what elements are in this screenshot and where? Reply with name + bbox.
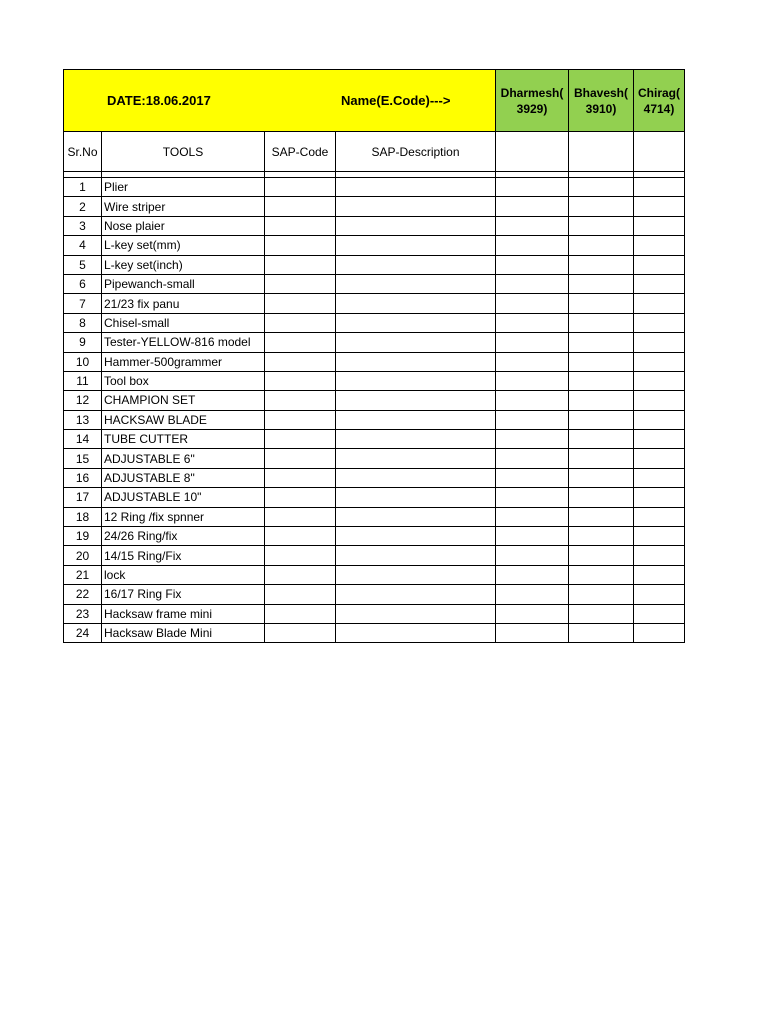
cell-srno[interactable]: 12 <box>64 391 102 410</box>
cell-sap-code[interactable] <box>265 527 336 546</box>
cell-tool[interactable]: Plier <box>102 178 265 197</box>
table-row <box>64 585 685 604</box>
column-header-row <box>64 132 685 172</box>
cell-sap-description[interactable] <box>336 449 496 468</box>
cell-person-1[interactable] <box>496 216 569 235</box>
table-row <box>64 197 685 216</box>
cell-person-2[interactable] <box>569 178 634 197</box>
cell-tool[interactable]: Hammer-500grammer <box>102 352 265 371</box>
cell-person-3[interactable] <box>634 216 685 235</box>
table-row <box>64 604 685 623</box>
cell-srno[interactable]: 8 <box>64 313 102 332</box>
cell-person-3[interactable] <box>634 449 685 468</box>
tools-sheet <box>63 69 685 643</box>
cell-tool[interactable]: HACKSAW BLADE <box>102 410 265 429</box>
cell-person-1[interactable] <box>496 488 569 507</box>
cell-sap-code[interactable] <box>265 468 336 487</box>
cell-tool[interactable]: L-key set(mm) <box>102 236 265 255</box>
cell-person-2[interactable] <box>569 274 634 293</box>
cell-sap-code[interactable] <box>265 410 336 429</box>
cell-tool[interactable]: Tester-YELLOW-816 model <box>102 333 265 352</box>
cell-person-2[interactable] <box>569 255 634 274</box>
cell-person-2[interactable] <box>569 294 634 313</box>
cell-person-3[interactable] <box>634 468 685 487</box>
cell-person-1[interactable] <box>496 294 569 313</box>
cell-sap-description[interactable] <box>336 623 496 642</box>
cell-person-3[interactable] <box>634 371 685 390</box>
cell-person-3[interactable] <box>634 623 685 642</box>
cell-tool[interactable]: Hacksaw Blade Mini <box>102 623 265 642</box>
table-row <box>64 507 685 526</box>
column-header-blank[interactable] <box>496 132 569 172</box>
table-row <box>64 236 685 255</box>
cell-person-3[interactable] <box>634 604 685 623</box>
cell-person-1[interactable] <box>496 333 569 352</box>
table-row <box>64 430 685 449</box>
cell-srno[interactable]: 4 <box>64 236 102 255</box>
cell-tool[interactable]: Wire striper <box>102 197 265 216</box>
cell-person-1[interactable] <box>496 623 569 642</box>
cell-sap-code[interactable] <box>265 216 336 235</box>
cell-person-3[interactable] <box>634 507 685 526</box>
cell-srno[interactable]: 14 <box>64 430 102 449</box>
cell-person-2[interactable] <box>569 216 634 235</box>
cell-sap-code[interactable] <box>265 352 336 371</box>
cell-sap-description[interactable] <box>336 604 496 623</box>
column-header-sap-code[interactable]: SAP-Code <box>265 132 336 172</box>
cell-tool[interactable]: ADJUSTABLE 8" <box>102 468 265 487</box>
person-cell-chirag[interactable]: Chirag( 4714) <box>634 70 685 132</box>
cell-sap-description[interactable] <box>336 527 496 546</box>
cell-person-1[interactable] <box>496 585 569 604</box>
cell-srno[interactable]: 22 <box>64 585 102 604</box>
cell-person-3[interactable] <box>634 236 685 255</box>
cell-sap-code[interactable] <box>265 488 336 507</box>
table-row <box>64 178 685 197</box>
person-cell-bhavesh[interactable]: Bhavesh( 3910) <box>569 70 634 132</box>
cell-tool[interactable]: Tool box <box>102 371 265 390</box>
table-row <box>64 546 685 565</box>
cell-person-2[interactable] <box>569 430 634 449</box>
cell-srno[interactable]: 19 <box>64 527 102 546</box>
cell-sap-description[interactable] <box>336 178 496 197</box>
cell-person-2[interactable] <box>569 546 634 565</box>
cell-srno[interactable]: 9 <box>64 333 102 352</box>
cell-tool[interactable]: TUBE CUTTER <box>102 430 265 449</box>
cell-person-1[interactable] <box>496 449 569 468</box>
column-header-blank[interactable] <box>634 132 685 172</box>
cell-srno[interactable]: 24 <box>64 623 102 642</box>
cell-person-1[interactable] <box>496 255 569 274</box>
table-row <box>64 391 685 410</box>
cell-tool[interactable]: lock <box>102 565 265 584</box>
cell-sap-description[interactable] <box>336 410 496 429</box>
cell-sap-description[interactable] <box>336 274 496 293</box>
table-row <box>64 352 685 371</box>
cell-tool[interactable]: Chisel-small <box>102 313 265 332</box>
cell-sap-code[interactable] <box>265 236 336 255</box>
cell-sap-code[interactable] <box>265 585 336 604</box>
cell-person-1[interactable] <box>496 604 569 623</box>
cell-person-1[interactable] <box>496 565 569 584</box>
cell-sap-code[interactable] <box>265 313 336 332</box>
cell-srno[interactable]: 21 <box>64 565 102 584</box>
cell-sap-description[interactable] <box>336 585 496 604</box>
cell-sap-code[interactable] <box>265 294 336 313</box>
cell-person-2[interactable] <box>569 527 634 546</box>
cell-sap-description[interactable] <box>336 313 496 332</box>
table-row <box>64 488 685 507</box>
cell-srno[interactable]: 18 <box>64 507 102 526</box>
cell-tool[interactable]: 24/26 Ring/fix <box>102 527 265 546</box>
cell-person-2[interactable] <box>569 488 634 507</box>
cell-sap-code[interactable] <box>265 197 336 216</box>
cell-tool[interactable]: Nose plaier <box>102 216 265 235</box>
cell-srno[interactable]: 16 <box>64 468 102 487</box>
cell-tool[interactable]: L-key set(inch) <box>102 255 265 274</box>
cell-tool[interactable]: 21/23 fix panu <box>102 294 265 313</box>
cell-person-3[interactable] <box>634 274 685 293</box>
cell-person-2[interactable] <box>569 604 634 623</box>
cell-person-3[interactable] <box>634 333 685 352</box>
cell-person-1[interactable] <box>496 313 569 332</box>
cell-sap-description[interactable] <box>336 371 496 390</box>
column-header-srno[interactable]: Sr.No <box>64 132 102 172</box>
cell-sap-description[interactable] <box>336 255 496 274</box>
cell-srno[interactable]: 5 <box>64 255 102 274</box>
cell-sap-code[interactable] <box>265 546 336 565</box>
cell-person-2[interactable] <box>569 507 634 526</box>
date-label: DATE:18.06.2017 <box>107 92 211 108</box>
column-header-sap-description[interactable]: SAP-Description <box>336 132 496 172</box>
table-row <box>64 313 685 332</box>
cell-sap-code[interactable] <box>265 604 336 623</box>
cell-person-3[interactable] <box>634 527 685 546</box>
cell-sap-description[interactable] <box>336 488 496 507</box>
cell-person-1[interactable] <box>496 274 569 293</box>
cell-person-2[interactable] <box>569 468 634 487</box>
cell-person-2[interactable] <box>569 352 634 371</box>
cell-person-1[interactable] <box>496 352 569 371</box>
cell-tool[interactable]: ADJUSTABLE 6" <box>102 449 265 468</box>
table-row <box>64 255 685 274</box>
table-row <box>64 565 685 584</box>
cell-person-2[interactable] <box>569 197 634 216</box>
cell-person-2[interactable] <box>569 333 634 352</box>
cell-person-1[interactable] <box>496 236 569 255</box>
cell-tool[interactable]: ADJUSTABLE 10" <box>102 488 265 507</box>
cell-sap-description[interactable] <box>336 565 496 584</box>
cell-tool[interactable]: 12 Ring /fix spnner <box>102 507 265 526</box>
cell-person-2[interactable] <box>569 410 634 429</box>
cell-person-1[interactable] <box>496 410 569 429</box>
cell-person-1[interactable] <box>496 507 569 526</box>
cell-person-3[interactable] <box>634 294 685 313</box>
cell-person-3[interactable] <box>634 565 685 584</box>
table-row <box>64 371 685 390</box>
table-row <box>64 527 685 546</box>
cell-person-1[interactable] <box>496 468 569 487</box>
cell-sap-code[interactable] <box>265 333 336 352</box>
cell-sap-description[interactable] <box>336 294 496 313</box>
table-row <box>64 623 685 642</box>
cell-sap-description[interactable] <box>336 197 496 216</box>
cell-srno[interactable]: 20 <box>64 546 102 565</box>
cell-person-3[interactable] <box>634 197 685 216</box>
cell-srno[interactable]: 6 <box>64 274 102 293</box>
cell-tool[interactable]: Hacksaw frame mini <box>102 604 265 623</box>
cell-sap-code[interactable] <box>265 430 336 449</box>
column-header-blank[interactable] <box>569 132 634 172</box>
cell-person-1[interactable] <box>496 197 569 216</box>
cell-person-3[interactable] <box>634 391 685 410</box>
cell-sap-code[interactable] <box>265 507 336 526</box>
cell-person-2[interactable] <box>569 623 634 642</box>
table-row <box>64 216 685 235</box>
cell-person-3[interactable] <box>634 178 685 197</box>
cell-sap-code[interactable] <box>265 565 336 584</box>
cell-sap-code[interactable] <box>265 391 336 410</box>
cell-person-2[interactable] <box>569 371 634 390</box>
title-row <box>64 70 685 132</box>
date-name-cell[interactable] <box>64 70 496 132</box>
cell-person-3[interactable] <box>634 585 685 604</box>
cell-person-1[interactable] <box>496 546 569 565</box>
table-row <box>64 449 685 468</box>
cell-sap-code[interactable] <box>265 449 336 468</box>
cell-srno[interactable]: 11 <box>64 371 102 390</box>
cell-sap-description[interactable] <box>336 546 496 565</box>
person-cell-dharmesh[interactable]: Dharmesh( 3929) <box>496 70 569 132</box>
cell-tool[interactable]: CHAMPION SET <box>102 391 265 410</box>
cell-person-2[interactable] <box>569 313 634 332</box>
cell-person-3[interactable] <box>634 313 685 332</box>
table-row <box>64 468 685 487</box>
cell-srno[interactable]: 15 <box>64 449 102 468</box>
cell-sap-code[interactable] <box>265 623 336 642</box>
cell-person-1[interactable] <box>496 178 569 197</box>
cell-person-2[interactable] <box>569 391 634 410</box>
table-row <box>64 294 685 313</box>
cell-person-2[interactable] <box>569 565 634 584</box>
cell-sap-code[interactable] <box>265 255 336 274</box>
cell-person-2[interactable] <box>569 236 634 255</box>
cell-person-1[interactable] <box>496 371 569 390</box>
table-row <box>64 410 685 429</box>
table-row <box>64 274 685 293</box>
cell-tool[interactable]: 16/17 Ring Fix <box>102 585 265 604</box>
cell-person-3[interactable] <box>634 430 685 449</box>
cell-tool[interactable]: 14/15 Ring/Fix <box>102 546 265 565</box>
cell-person-2[interactable] <box>569 585 634 604</box>
cell-sap-description[interactable] <box>336 333 496 352</box>
cell-person-1[interactable] <box>496 430 569 449</box>
cell-sap-code[interactable] <box>265 178 336 197</box>
cell-sap-description[interactable] <box>336 236 496 255</box>
cell-sap-description[interactable] <box>336 430 496 449</box>
cell-person-3[interactable] <box>634 410 685 429</box>
cell-person-3[interactable] <box>634 255 685 274</box>
cell-sap-code[interactable] <box>265 371 336 390</box>
cell-srno[interactable]: 13 <box>64 410 102 429</box>
cell-sap-description[interactable] <box>336 391 496 410</box>
cell-srno[interactable]: 2 <box>64 197 102 216</box>
cell-srno[interactable]: 23 <box>64 604 102 623</box>
name-code-label: Name(E.Code)---> <box>341 92 451 108</box>
cell-person-1[interactable] <box>496 527 569 546</box>
cell-person-3[interactable] <box>634 546 685 565</box>
cell-person-3[interactable] <box>634 488 685 507</box>
cell-srno[interactable]: 3 <box>64 216 102 235</box>
cell-person-2[interactable] <box>569 449 634 468</box>
cell-sap-description[interactable] <box>336 468 496 487</box>
cell-srno[interactable]: 7 <box>64 294 102 313</box>
cell-srno[interactable]: 1 <box>64 178 102 197</box>
column-header-tools[interactable]: TOOLS <box>102 132 265 172</box>
cell-srno[interactable]: 10 <box>64 352 102 371</box>
cell-sap-description[interactable] <box>336 352 496 371</box>
cell-person-3[interactable] <box>634 352 685 371</box>
cell-sap-code[interactable] <box>265 274 336 293</box>
cell-sap-description[interactable] <box>336 507 496 526</box>
cell-person-1[interactable] <box>496 391 569 410</box>
table-row <box>64 333 685 352</box>
cell-tool[interactable]: Pipewanch-small <box>102 274 265 293</box>
cell-srno[interactable]: 17 <box>64 488 102 507</box>
cell-sap-description[interactable] <box>336 216 496 235</box>
